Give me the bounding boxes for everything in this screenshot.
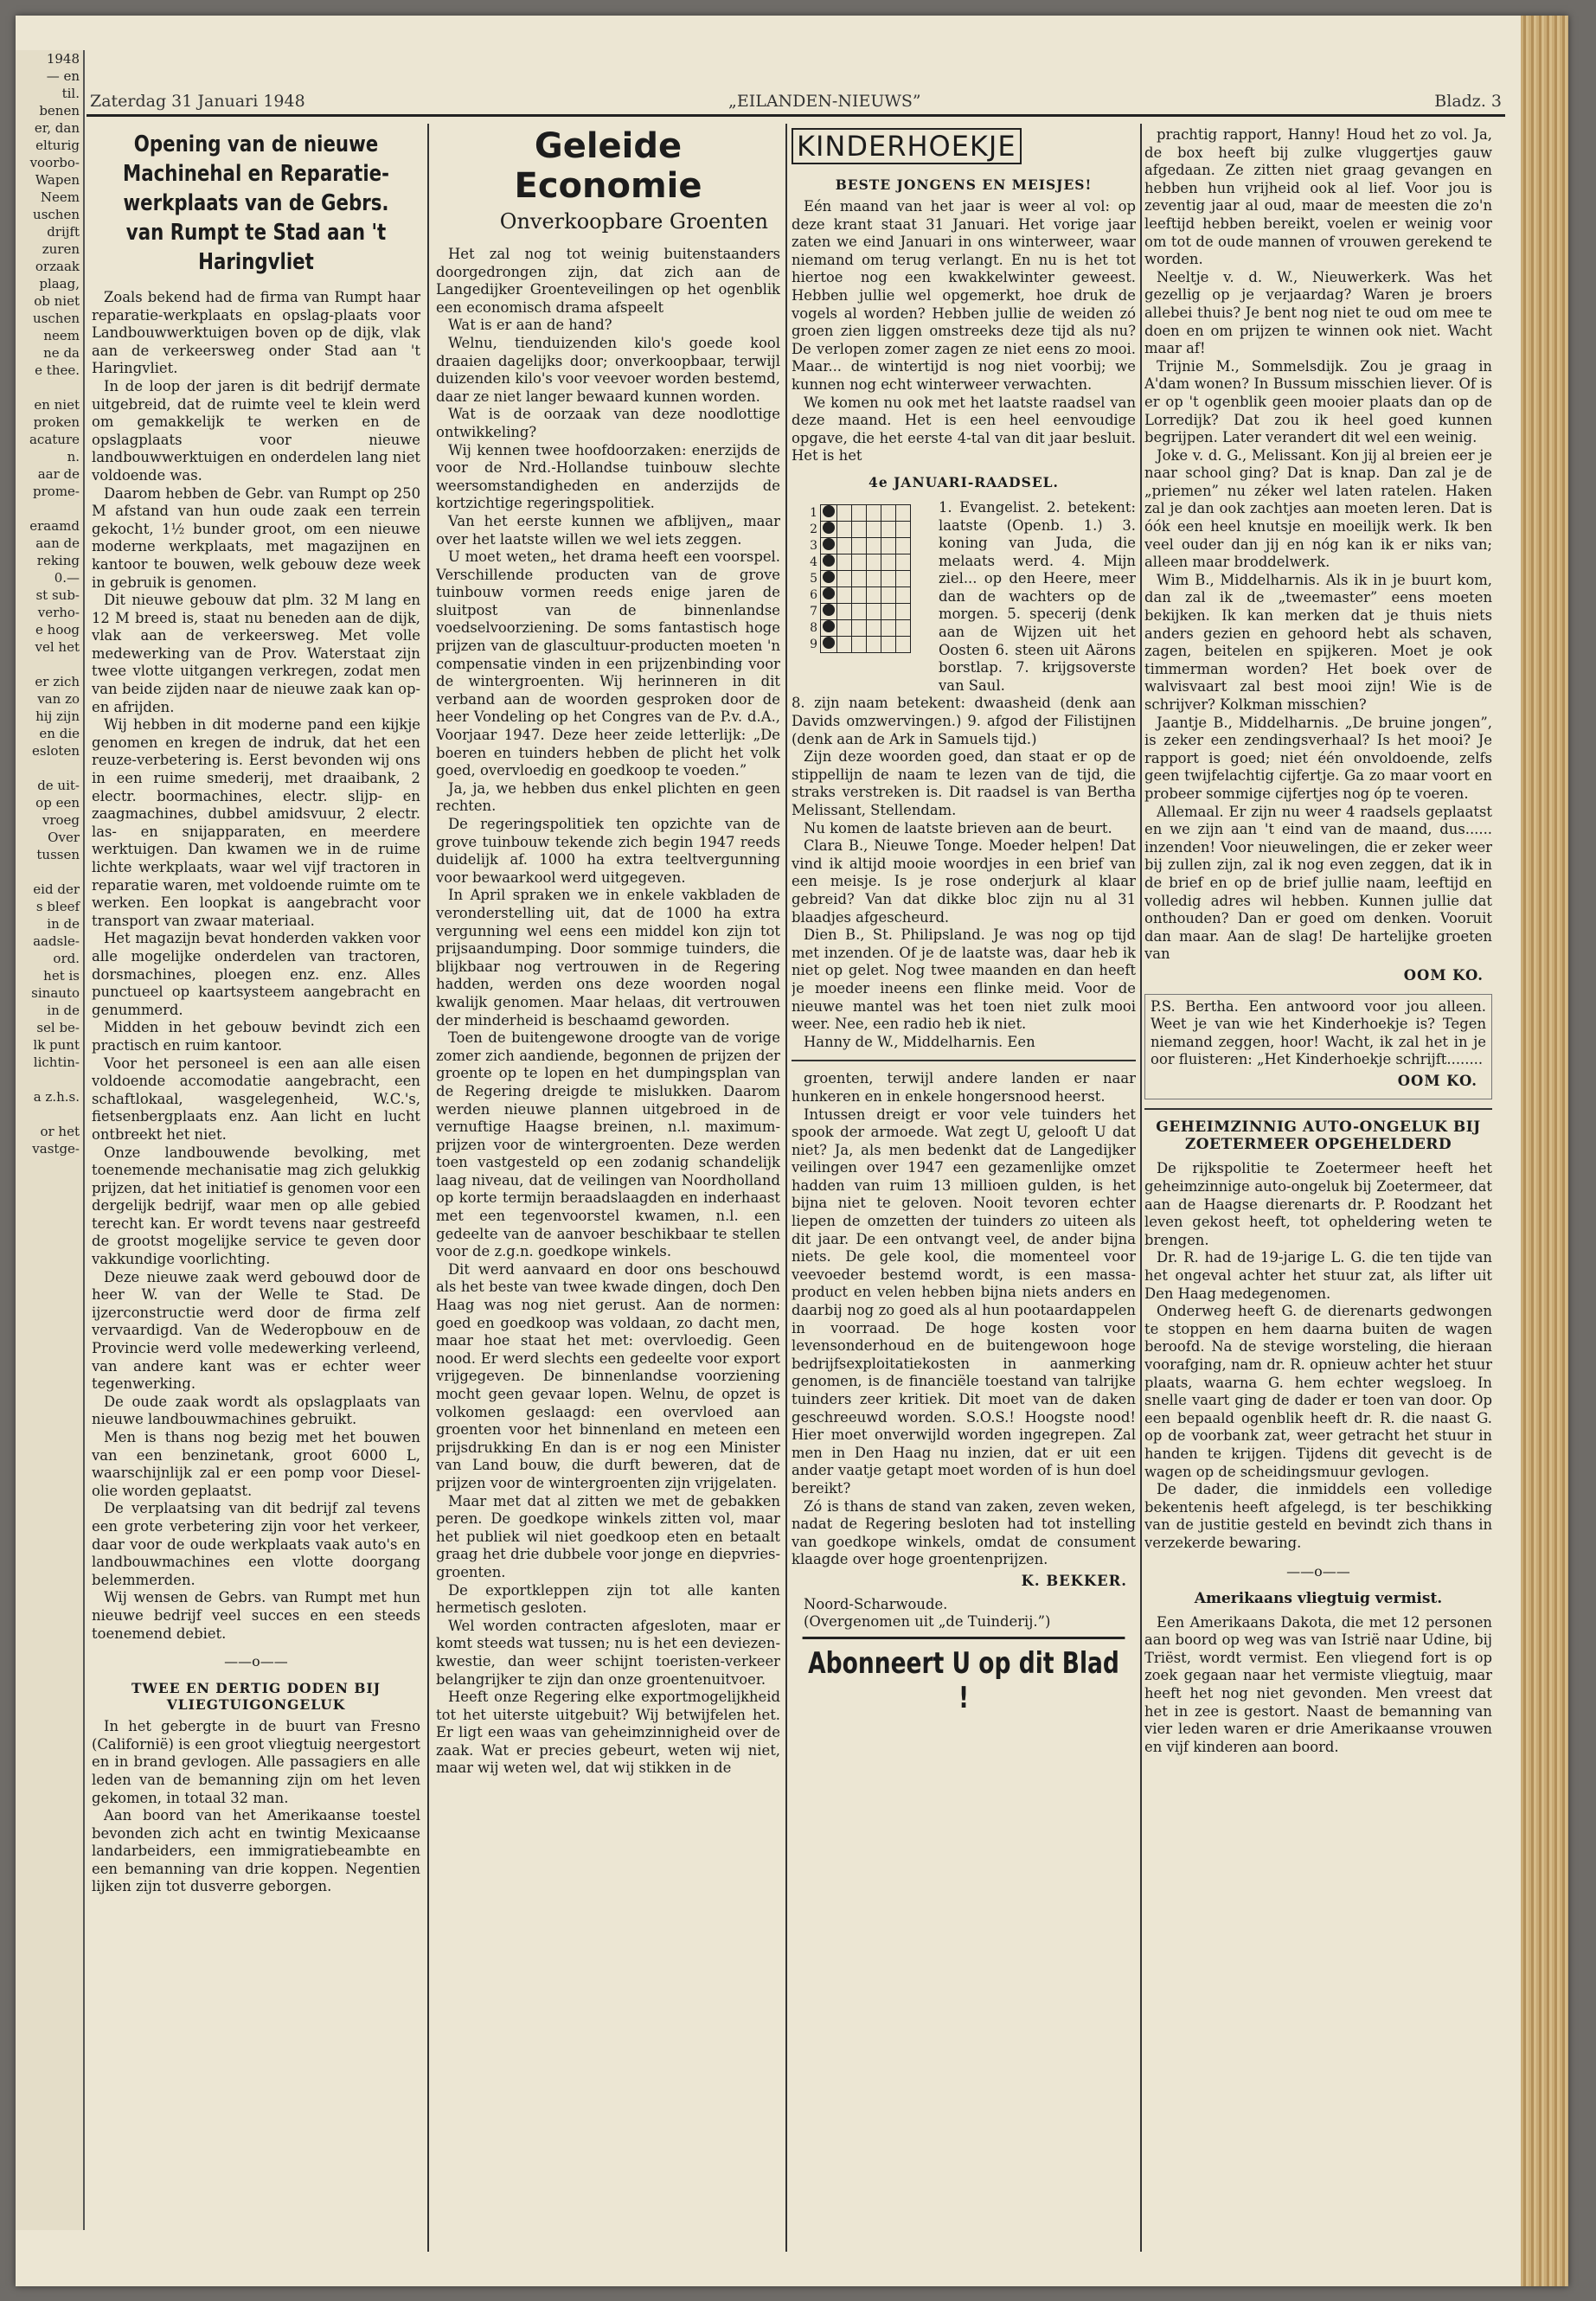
strip-line: lichtin-: [33, 1054, 80, 1070]
puzzle-row-number: 3: [810, 538, 818, 553]
strip-line: til.: [61, 86, 80, 101]
puzzle-cell: [836, 636, 851, 652]
puzzle-row: [807, 586, 911, 603]
strip-line: ne da: [43, 345, 80, 361]
puzzle-cell: [866, 504, 881, 521]
puzzle-cell: [851, 554, 866, 570]
strip-line: zuren: [42, 241, 80, 257]
puzzle-cell: [895, 537, 910, 554]
puzzle-row: [807, 636, 911, 652]
kinderhoekje-letters-continued: [1144, 126, 1492, 964]
page-header: [87, 92, 1505, 117]
puzzle-row-number: 8: [810, 620, 818, 635]
strip-line: aadsle-: [33, 933, 80, 949]
puzzle-grid: [807, 504, 911, 653]
article-headline-auto-ongeluk: GEHEIMZINNIG AUTO-ONGELUK BIJ ZOETERMEER OPGEHELDERD: [1156, 1118, 1481, 1154]
paragraph: Men is thans nog bezig met het bouwen van een benzinetank, groot 6000 L, waarschijnlijk zal er een pomp voor Diesel-olie worden geplaatst.: [92, 1429, 420, 1499]
column-4: [1144, 126, 1492, 2252]
strip-line: [16, 1071, 83, 1088]
strip-line: esloten: [32, 743, 80, 759]
strip-line: elturig: [35, 138, 80, 153]
article-source: (Overgenomen uit „de Tuinderij.”): [804, 1613, 1051, 1631]
paragraph: De exportkleppen zijn tot alle kanten hermetisch gesloten.: [436, 1581, 780, 1617]
strip-line: e thee.: [35, 362, 80, 378]
puzzle-cell: [851, 570, 866, 586]
signature-oom-ko-ps: OOM KO.: [1397, 1072, 1477, 1089]
puzzle-cell: [836, 619, 851, 636]
puzzle-row: [807, 537, 911, 554]
article-body-auto-ongeluk: [1144, 1160, 1492, 1552]
strip-line: drijft: [47, 224, 80, 240]
strip-line: en die: [39, 726, 80, 741]
article-body-vliegtuig-vermist: [1144, 1614, 1492, 1757]
strip-line: 0.—: [54, 570, 80, 586]
puzzle-cell: [866, 619, 881, 636]
puzzle-cell: [895, 504, 910, 521]
strip-line: aar de: [37, 466, 80, 482]
strip-line: lk punt: [33, 1037, 80, 1053]
strip-line: uschen: [33, 311, 80, 326]
paragraph: De regeringspolitiek ten opzichte van de grove tuinbouw tekende zich begin 1947 reeds duidelijk af. 1000 ha extra teeltvergunning voor bewaarkool werd uitgegeven.: [436, 816, 780, 886]
paragraph: Hanny de W., Middelharnis. Een: [804, 1033, 1035, 1050]
paragraph: In het gebergte in de buurt van Fresno (Californië) is een groot vliegtuig neergestort en in brand gevlogen. Alle passagiers en alle leden van de bemanning zijn om het leven gekomen, in totaal 32 man.: [92, 1718, 420, 1806]
puzzle-row-number: 4: [810, 554, 818, 569]
subscribe-ad: Abonneert U op dit Blad !: [803, 1637, 1125, 1715]
puzzle-cell: [866, 570, 881, 586]
header-date: Zaterdag 31 Januari 1948: [90, 92, 305, 111]
author-signature: K. BEKKER.: [1021, 1572, 1127, 1589]
strip-line: — en: [46, 68, 80, 84]
puzzle-cell: [895, 603, 910, 619]
strip-line: ob niet: [34, 293, 80, 309]
paragraph: Dit werd aanvaard en door ons beschouwd als het beste van twee kwade dingen, doch Den Haag was nog niet gerust. Aan de normen: goed en goedkoop was voldaan, zo dacht men, maar hoe staat het met: overvloedig. Geen nood. Er werd slechts een gedeelte voor export vrijgegeven. De binnenlandse voorziening mocht geen gevaar lopen. Welnu, de opzet is volkomen geslaagd: een overvloed aan groenten voor het binnenland en meteen een prijsdrukking En dan is er nog een Minister van Land bouw, die durft beweren, dat de prijzen voor de wintergroenten zijn vrijgelaten.: [436, 1260, 780, 1491]
puzzle-row-number: 2: [810, 522, 818, 536]
puzzle-row: [807, 570, 911, 586]
column-3: [792, 126, 1136, 2252]
paragraph: Wat is er aan de hand?: [448, 317, 612, 334]
paragraph: Onderweg heeft G. de dierenarts gedwongen te stoppen en hem daarna buiten de wagen beroofd. Na de stevige worsteling, die hieraan voorafging, nam dr. R. opnieuw achter het stuur plaats, waarna G. hem echter wegsloeg. In snelle vaart ging de dader er toen van door. Op een bepaald ogenblik heeft dr. R. die naast G. op de voorbank zat, weer getracht het stuur in handen te krijgen. Tijdens dit gevecht is de wagen op de scheidingsmuur gevlogen.: [1144, 1303, 1492, 1480]
puzzle-cell: [895, 521, 910, 537]
paragraph: groenten, terwijl andere landen er naar hunkeren en in enkele hongersnood heerst.: [792, 1070, 1136, 1105]
paragraph: Wim B., Middelharnis. Als ik in je buurt kom, dan zal ik de „tweemaster” eens moeten bekijken. Ik kan merken dat je thuis niets anders gezien en gehoord hebt als schaven, zagen, beitelen en spijkeren. Moet je ook timmerman worden? Het boek over de walvisvaart zal best mooi zijn! Wie is de schrijver? Kolkman misschien?: [1144, 571, 1492, 713]
binding-edge: [1521, 16, 1568, 2286]
paragraph: Clara B., Nieuwe Tonge. Moeder helpen! Dat vind ik altijd mooie woordjes in een brief van een meisje. Is je rose onderjurk al klaar gebreid? Van dat dikke bloc zijn nu al 31 blaadjes afgescheurd.: [792, 837, 1136, 926]
article-body-opening: [92, 289, 420, 1643]
paragraph: Voor het personeel is een aan alle eisen voldoende accomodatie aangebracht, een schaftlokaal, wasgelegenheid, W.C.'s, fietsenbergplaats enz. Aan licht en lucht ontbreekt het niet.: [92, 1054, 420, 1143]
strip-line: or het: [40, 1124, 80, 1139]
article-body-plane-crash: [92, 1718, 420, 1896]
strip-line: sel be-: [36, 1020, 80, 1035]
greeting: BESTE JONGENS EN MEISJES!: [835, 176, 1093, 193]
paragraph: Intussen dreigt er voor vele tuinders het spook der armoede. Wat zegt U, gelooft U dat niet? Ja, als men bedenkt dat de Langedijker veilingen over 1947 een gezamenlijke omzet hadden van ruim 13 millioen gulden, is het bijna niet te geloven. Nooit tevoren echter liepen de omzetten der tuinders zo uiteen als dit jaar. De een ontvangt veel, de ander bijna niets. De gele kool, die momenteel voor veevoeder bestemd wordt, is een massa-product en velen hebben bijna niets anders en daarbij nog zo goed als al hun pootaardappelen in voorraad. De hoge kosten voor levensonderhoud en de buitengewoon hoge bedrijfsexploitatiekosten in aanmerking genomen, is de financiële toestand van talrijke tuinders zeer kritiek. Dit moet van de daken geschreeuwd worden. S.O.S.! Hoogste nood! Hier moet onverwijld worden ingegrepen. Zal men in Den Haag nu inzien, dat er uit een ander vaatje getapt moet worden of is hun doel bereikt?: [792, 1106, 1136, 1497]
puzzle-cell: [895, 554, 910, 570]
article-body-economie: [436, 246, 780, 1778]
strip-line: Wapen: [35, 172, 80, 188]
strip-line: [16, 760, 83, 777]
paragraph: Eén maand van het jaar is weer al vol: op deze krant staat 31 Januari. Het vorige jaar zaten we eind Januari in ons winterweer, waar niemand om terug verlangt. En nu is het tot hiertoe nog een kwakkelwinter geweest. Hebben jullie wel opgemerkt, hoe druk de vogels al worden? Hebben jullie de weiden zó groen zien liggen omstreeks deze tijd als nu? De verlopen zomer zagen ze niet eens zo mooi. Maar... de wintertijd is nog niet voorbij; we kunnen nog echt winterweer verwachten.: [792, 198, 1136, 393]
puzzle-row: [807, 619, 911, 636]
section-title-kinderhoekje: KINDERHOEKJE: [792, 128, 1022, 164]
strip-line: [16, 1106, 83, 1123]
strip-line: Neem: [40, 189, 80, 205]
paragraph: In de loop der jaren is dit bedrijf dermate uitgebreid, dat de ruimte veel te klein werd om gemakkelijk te werken en de opslagplaats voor nieuwe landbouwwerktuigen en onderdelen lang niet voldoende was.: [92, 377, 420, 484]
paragraph: Zoals bekend had de firma van Rumpt haar reparatie-werkplaats en opslag-plaats voor Landbouwwerktuigen boven op de dijk, vlak aan de verkeersweg onder Stad aan 't Haringvliet.: [92, 289, 420, 377]
puzzle-clues-continued: 8. zijn naam betekent: dwaasheid (denk aan Davids omzwervingen.) 9. afgod der Filistijnen (denk aan de Ark in Samuels tijd.): [792, 695, 1136, 747]
strip-line: en niet: [34, 397, 80, 413]
paragraph: Zó is thans de stand van zaken, zeven weken, nadat de Regering besloten had tot instelling van goedkope winkels, omdat de consument klaagde over hoge groentenprijzen.: [792, 1497, 1136, 1568]
paragraph: De dader, die inmiddels een volledige bekentenis heeft afgelegd, is ter beschikking van de justitie gesteld en bevindt zich thans in verzekerde bewaring.: [1144, 1481, 1492, 1551]
puzzle-cell: [851, 619, 866, 636]
puzzle-cell: [836, 521, 851, 537]
puzzle-cell: [881, 521, 895, 537]
puzzle-row: [807, 603, 911, 619]
puzzle-marked-cell-icon: [823, 620, 835, 632]
strip-line: tussen: [36, 847, 80, 862]
puzzle-title: 4e JANUARI-RAADSEL.: [869, 473, 1059, 490]
article-headline-economie: Geleide Economie: [514, 126, 702, 206]
strip-line: hij zijn: [35, 708, 80, 724]
paragraph: Midden in het gebouw bevindt zich een practisch en ruim kantoor.: [92, 1019, 420, 1054]
puzzle-cell: [851, 603, 866, 619]
strip-line: [16, 863, 83, 881]
puzzle-cell: [821, 636, 837, 652]
strip-line: het is: [43, 968, 80, 984]
strip-line: er zich: [35, 674, 80, 689]
strip-line: neem: [43, 328, 80, 343]
puzzle-cell: [851, 521, 866, 537]
puzzle-cell: [836, 554, 851, 570]
paragraph: Aan boord van het Amerikaanse toestel bevonden zich acht en twintig Mexicaanse landarbeiders, een immigratiebeambte en een bemanning van drie koppen. Negentien lijken zijn tot dusverre geborgen.: [92, 1807, 420, 1895]
paragraph: Het zal nog tot weinig buitenstaanders doorgedrongen zijn, dat zich aan de Langedijker Groenteveilingen op het ogenblik een economisch drama afspeelt: [436, 246, 780, 316]
puzzle-row: [807, 521, 911, 537]
paragraph: Allemaal. Er zijn nu weer 4 raadsels geplaatst en we zijn aan 't eind van de maand, dus...... inzenden! Voor nieuwelingen, die er zeker weer bij zullen zijn, zal ik nog even zeggen, dat ik in de brief en op de brief jullie naam, leeftijd en volledig adres wil hebben. Kunnen jullie dat onthouden? Dan er goed om denken. Vooruit dan maar. Aan de slag! De hartelijke groeten van: [1144, 803, 1492, 963]
strip-line: de uit-: [37, 778, 80, 793]
paragraph: Zijn deze woorden goed, dan staat er op de stippellijn de naam te lezen van de tijd, die straks verstreken is. Dit raadsel is van Bertha Melissant, Stellendam.: [792, 748, 1136, 818]
puzzle-cell: [851, 537, 866, 554]
puzzle-cell: [836, 586, 851, 603]
puzzle-cell: [866, 636, 881, 652]
puzzle-cell: [836, 504, 851, 521]
strip-line: [16, 656, 83, 673]
paragraph: Dien B., St. Philipsland. Je was nog op tijd met inzenden. Of je de laatste was, daar heb ik niet op gelet. Nog twee maanden en dan heeft je moeder ineens een flinke meid. Voor de nieuwe mantel was het toen niet zulk mooi weer. Nee, een radio heb ik niet.: [792, 926, 1136, 1033]
column-rule: [427, 124, 429, 2252]
strip-line: orzaak: [35, 259, 80, 274]
strip-line: benen: [39, 103, 80, 119]
puzzle-cell: [821, 619, 837, 636]
paragraph: Wij hebben in dit moderne pand een kijkje genomen en kregen de indruk, dat het een reuze-verbetering is. Eerst bevonden wij ons in een ruime smederij, met draaibank, 2 electr. boormachines, electr. slijp- en zaagmachines, dubbel amidsvuur, 2 electr. las- en snijapparaten, en meerdere werktuigen. Dan kwamen we in de ruime lichte werkplaats, waar wel vijf tractoren in reparatie waren, met voldoende ruimte om te werken. Een loopkat is aangebracht voor transport van zwaar materiaal.: [92, 716, 420, 929]
header-paper-name: „EILANDEN-NIEUWS”: [728, 92, 921, 111]
paragraph: Trijnie M., Sommelsdijk. Zou je graag in A'dam wonen? In Bussum misschien liever. Of is er op 't ogenblik geen mooier plaats dan op de Lorredijk? Dat zou ik heel goed kunnen begrijpen. Later verandert dit wel een weinig.: [1144, 357, 1492, 446]
strip-line: voorbo-: [29, 155, 80, 170]
paragraph: Heeft onze Regering elke exportmogelijkheid tot het uiterste uitgebuit? Wij betwijfelen het. Er ligt een waas van geheimzinnigheid over de zaak. Wat er precies gebeurt, weten wij niet, maar wij weten wel, dat wij stikken in de: [436, 1689, 780, 1777]
puzzle-marked-cell-icon: [823, 571, 835, 583]
article-headline-vliegtuig-vermist: Amerikaans vliegtuig vermist.: [1194, 1589, 1443, 1607]
paragraph: Wij kennen twee hoofdoorzaken: enerzijds de voor de Nrd.-Hollandse tuinbouw slechte weersomstandigheden en anderzijds de kortzichtige regeringspolitiek.: [436, 441, 780, 512]
puzzle-marked-cell-icon: [823, 554, 835, 567]
paragraph: Neeltje v. d. W., Nieuwerkerk. Was het gezellig op je verjaardag? Waren je broers allebei thuis? Je bent nog niet te oud om mee te doen en om prijzen te winnen ook niet. Wacht maar af!: [1144, 268, 1492, 357]
puzzle-block: [792, 499, 1136, 695]
article-headline-opening: Opening van de nieuwe Machinehal en Reparatie-werkplaats van de Gebrs. van Rumpt te Stad aan 't Haringvliet: [123, 131, 389, 275]
strip-line: e hoog: [35, 622, 80, 638]
paragraph: Toen de buitengewone droogte van de vorige zomer zich aandiende, begonnen de prijzen der groente op te lopen en het dumpingsplan van de Regering dreigde te mislukken. Daarom werden nieuwe plannen uitgebroed in de vernuftige Haagse breinen, n.l. maximum-prijzen voor de wintergroenten. Deze werden toen vastgesteld op een zodanig schandelijk laag niveau, dat de veilingen van Noordholland op korte termijn beraadslaagden en inderhaast met een tegenvoorstel kwamen, n.l. een gedeelte van de aanvoer beschikbaar te stellen voor de z.g.n. goedkope winkels.: [436, 1029, 780, 1260]
paragraph: Het magazijn bevat honderden vakken voor alle mogelijke onderdelen van tractoren, dorsmachines, ploegen enz. enz. Alles punctueel op kaartsysteem aangebracht en genummerd.: [92, 930, 420, 1018]
strip-line: vroeg: [42, 812, 80, 828]
paragraph: U moet weten„ het drama heeft een voorspel. Verschillende producten van de grove tuinbouw vormen reeds enige jaren de sluitpost van de binnenlandse voedselvoorziening. De soms fantastisch hoge prijzen van de glascultuur-producten moeten 'n compensatie vinden in een prijzenbinding voor de wintergroenten. Wij herinneren in dit verband aan de woorden gesproken door de heer Vondeling op het Congres van de P.v. d.A., Voorjaar 1947. Deze heer zeide letterlijk: „De boeren en tuinders hebben de plicht het volk goed, overvloedig en goedkoop te voeden.”: [436, 548, 780, 779]
strip-line: s bleef: [35, 899, 80, 914]
paragraph: We komen nu ook met het laatste raadsel van deze maand. Het is een heel eenvoudige opgave, die het eerste 4-tal van dit jaar besluit. Het is het: [792, 394, 1136, 465]
puzzle-marked-cell-icon: [823, 538, 835, 550]
section-separator: ——o——: [224, 1653, 288, 1670]
section-separator: ——o——: [1286, 1562, 1350, 1580]
puzzle-cell: [881, 603, 895, 619]
puzzle-cell: [821, 603, 837, 619]
divider: [792, 1060, 1136, 1061]
paragraph: De oude zaak wordt als opslagplaats van nieuwe landbouwmachines gebruikt.: [92, 1393, 420, 1428]
puzzle-cell: [821, 537, 837, 554]
paragraph: Deze nieuwe zaak werd gebouwd door de heer W. van der Welle te Stad. De ijzerconstructie werd door de firma zelf vervaardigd. Van de Wederopbouw en de Provincie werd volle medewerking verleend, van andere kant was er echter weer tegenwerking.: [92, 1268, 420, 1393]
puzzle-cell: [881, 537, 895, 554]
author-place: Noord-Scharwoude.: [804, 1595, 948, 1612]
column-2: [436, 126, 780, 2252]
puzzle-cell: [895, 636, 910, 652]
paragraph: Onze landbouwende bevolking, met toenemende mechanisatie mag zich gelukkig prijzen, dat het initiatief is genomen voor een dergelijk bedrijf, waar men op alle gebied terecht kan. Er wordt tevens naar gestreefd de grootst mogelijke service te geven door vakkundige voorlichting.: [92, 1144, 420, 1268]
paragraph: Dr. R. had de 19-jarige L. G. die ten tijde van het ongeval achter het stuur zat, als lifter uit Den Haag medegenomen.: [1144, 1249, 1492, 1302]
strip-line: acature: [29, 432, 80, 447]
puzzle-cell: [851, 636, 866, 652]
paragraph: In April spraken we in enkele vakbladen de veronderstelling uit, dat de 1000 ha extra vergunning wel eens een middel kon zijn tot prijsaandumping. Door sommige tuinders, die blijkbaar nog vertrouwen in de Regering hadden, werden ons deze woorden nogal kwalijk genomen. Maar helaas, dit vertrouwen der minderheid is beschaamd geworden.: [436, 887, 780, 1029]
paragraph: Van het eerste kunnen we afblijven„ maar over het laatste willen we wel iets zeggen.: [436, 512, 780, 548]
paragraph: Jaantje B., Middelharnis. „De bruine jongen”, is zeker een zendingsverhaal? Is het mooi? Je rapport is goed; niet één onvoldoende, zelfs geen twijfelachtig cijfertje. Ga zo maar voort en probeer sommige cijfertjes nog óp te voeren.: [1144, 714, 1492, 802]
puzzle-clues: 1. Evangelist. 2. betekent: laatste (Openb. 1.) 3. koning van Juda, die melaats werd. 4. Mijn ziel... op den Heere, meer dan de wachters op de morgen. 5. specerij (denk aan de Wijzen uit het Oosten 6. steen uit Aärons borstlap. 7. krijgsoverste van Saul.: [939, 498, 1136, 694]
puzzle-row-number: 5: [810, 571, 818, 586]
signature-oom-ko: OOM KO.: [1403, 966, 1484, 984]
strip-line: plaag,: [39, 276, 80, 292]
puzzle-cell: [836, 570, 851, 586]
puzzle-cell: [851, 586, 866, 603]
puzzle-marked-cell-icon: [823, 587, 835, 599]
puzzle-cell: [821, 504, 837, 521]
paragraph: De rijkspolitie te Zoetermeer heeft het geheimzinnige auto-ongeluk bij Zoetermeer, dat aan de Haagse dierenarts dr. P. Roodzant het leven gekost heeft, tot opheldering weten te brengen.: [1144, 1160, 1492, 1248]
strip-line: st sub-: [35, 587, 80, 603]
paragraph: De verplaatsing van dit bedrijf zal tevens een grote verbetering zijn voor het verkeer, daar voor de oude werkplaats vaak auto's en landbouwmachines een vlotte doorgang belemmerden.: [92, 1500, 420, 1588]
strip-line: Over: [48, 830, 80, 845]
puzzle-marked-cell-icon: [823, 604, 835, 616]
strip-line: vastge-: [32, 1141, 80, 1157]
strip-line: op een: [35, 795, 80, 811]
puzzle-marked-cell-icon: [823, 505, 835, 517]
divider: [1144, 1108, 1492, 1110]
header-page-number: Bladz. 3: [1434, 92, 1502, 111]
puzzle-row-number: 9: [810, 637, 818, 651]
puzzle-marked-cell-icon: [823, 637, 835, 649]
puzzle-cell: [836, 603, 851, 619]
paragraph: Wat is de oorzaak van deze noodlottige ontwikkeling?: [436, 406, 780, 440]
strip-line: 1948: [46, 51, 80, 67]
kinderhoekje-letters: [792, 748, 1136, 1051]
puzzle-row-number: 1: [810, 505, 818, 520]
paragraph: Ja, ja, we hebben dus enkel plichten en geen rechten.: [436, 779, 780, 815]
strip-line: a z.h.s.: [33, 1089, 80, 1105]
article-subtitle: Onverkoopbare Groenten: [499, 209, 768, 234]
puzzle-cell: [881, 636, 895, 652]
puzzle-cell: [881, 504, 895, 521]
article-headline-plane-crash: TWEE EN DERTIG DODEN BIJ VLIEGTUIGONGELUK: [131, 1680, 381, 1714]
paragraph: Een Amerikaans Dakota, die met 12 personen aan boord op weg was van Istrië naar Udine, bij Triëst, wordt vermist. Een vliegend fort is op zoek gegaan naar het vermiste vliegtuig, maar heeft het nog niet gevonden. Men vreest dat het in zee is gestort. Naast de bemanning van vier leden waren er drie Amerikaanse vrouwen en vijf kinderen aan boord.: [1144, 1613, 1492, 1755]
paragraph: Joke v. d. G., Melissant. Kon jij al breien eer je naar school ging? Dat is knap. Dan zal je de „priemen” nu zéker wel laten ratelen. Haken zal je dan ook zachtjes aan moeten leren. Dat is óók een heel knutsje en moeilijk werk. Ik ben veel ouder dan jij en nóg kan ik er niks van; alleen maar broddelwerk.: [1144, 446, 1492, 571]
puzzle-cell: [881, 554, 895, 570]
strip-line: verho-: [37, 605, 80, 620]
strip-line: van zo: [37, 691, 80, 707]
paragraph: prachtig rapport, Hanny! Houd het zo vol. Ja, de box heeft bij zulke vluggertjes gauw afgedaan. Ze zitten niet graag gevangen en hebben hun vrijheid ook al lief. Voor jou is zeventig jaar al oud, maar de meesten die zo'n leeftijd hebben bereikt, voelen er weinig voor om tot de oude mannen of vrouwen gerekend te worden.: [1144, 126, 1492, 268]
strip-line: [16, 500, 83, 517]
puzzle-cell: [881, 586, 895, 603]
puzzle-cell: [866, 554, 881, 570]
puzzle-row: [807, 554, 911, 570]
puzzle-cell: [866, 521, 881, 537]
strip-line: proken: [33, 414, 80, 430]
postscript-box: [1144, 994, 1492, 1100]
strip-line: ord.: [53, 951, 80, 966]
column-1: [92, 126, 420, 2252]
puzzle-cell: [895, 586, 910, 603]
puzzle-cell: [881, 570, 895, 586]
puzzle-cell: [851, 504, 866, 521]
puzzle-cell: [866, 586, 881, 603]
strip-line: aan de: [35, 535, 80, 551]
paragraph: Wij wensen de Gebrs. van Rumpt met hun nieuwe bedrijf veel succes en een steeds toenemend debiet.: [92, 1589, 420, 1642]
strip-line: reking: [36, 553, 80, 568]
paragraph: Daarom hebben de Gebr. van Rumpt op 250 M afstand van hun oude zaak een terrein gekocht, 1½ bunder groot, om een nieuwe moderne werkplaats, met magazijnen en kantoor te bouwen, welk gebouw deze week in gebruik is genomen.: [92, 484, 420, 591]
puzzle-cell: [821, 570, 837, 586]
adjacent-page-strip: [16, 50, 85, 2230]
puzzle-marked-cell-icon: [823, 522, 835, 534]
puzzle-cell: [836, 537, 851, 554]
puzzle-cell: [821, 521, 837, 537]
paragraph: Wel worden contracten afgesloten, maar er komt steeds wat tussen; nu is het een deviezen-kwestie, dan weer schijnt toeristen-verkeer belangrijker te zijn dan onze groentenuitvoer.: [436, 1617, 780, 1688]
column-rule: [1140, 124, 1142, 2252]
puzzle-cell: [881, 619, 895, 636]
strip-line: eid der: [33, 881, 80, 897]
kinderhoekje-intro: [792, 198, 1136, 465]
strip-line: in de: [47, 1003, 80, 1018]
postscript-text: P.S. Bertha. Een antwoord voor jou alleen. Weet je van wie het Kinderhoekje is? Tegen niemand zeggen, hoor! Wacht, ik zal het in je oor fluisteren: „Het Kinderhoekje schrijft........: [1151, 997, 1486, 1068]
puzzle-cell: [821, 586, 837, 603]
strip-line: er, dan: [34, 120, 80, 136]
newspaper-page: [16, 16, 1568, 2286]
article-body-economie-continued: [792, 1070, 1136, 1569]
puzzle-cell: [895, 570, 910, 586]
strip-line: [16, 379, 83, 396]
puzzle-row-number: 7: [810, 604, 818, 619]
strip-line: uschen: [33, 207, 80, 222]
puzzle-cell: [866, 603, 881, 619]
column-rule: [785, 124, 787, 2252]
strip-line: eraamd: [29, 518, 80, 534]
puzzle-row: [807, 504, 911, 521]
strip-line: prome-: [33, 484, 80, 499]
paragraph: Maar met dat al zitten we met de gebakken peren. De goedkope winkels zitten vol, maar het publiek wil niet goedkoop eten en betaalt graag het drie dubbele voor jonge en diepvries-groenten.: [436, 1492, 780, 1580]
paragraph: Welnu, tienduizenden kilo's goede kool draaien dagelijks door; onverkoopbaar, terwijl duizenden kilo's voor veevoer worden bestemd, daar ze niet langer bewaard kunnen worden.: [436, 334, 780, 405]
strip-line: sinauto: [31, 985, 80, 1001]
paragraph: Nu komen de laatste brieven aan de beurt.: [804, 819, 1112, 836]
paragraph: Dit nieuwe gebouw dat plm. 32 M lang en 12 M breed is, staat nu beneden aan de dijk, vlak aan de verkeersweg. Met volle medewerking van de Prov. Waterstaat zijn twee vlotte uitgangen verkregen, zodat men van beide zijden naar de nieuwe zaak kan op- en afrijden.: [92, 592, 420, 715]
strip-line: vel het: [35, 639, 80, 655]
puzzle-cell: [866, 537, 881, 554]
puzzle-cell: [895, 619, 910, 636]
puzzle-row-number: 6: [810, 587, 818, 602]
puzzle-cell: [821, 554, 837, 570]
strip-line: in de: [47, 916, 80, 932]
strip-line: n.: [67, 449, 80, 465]
